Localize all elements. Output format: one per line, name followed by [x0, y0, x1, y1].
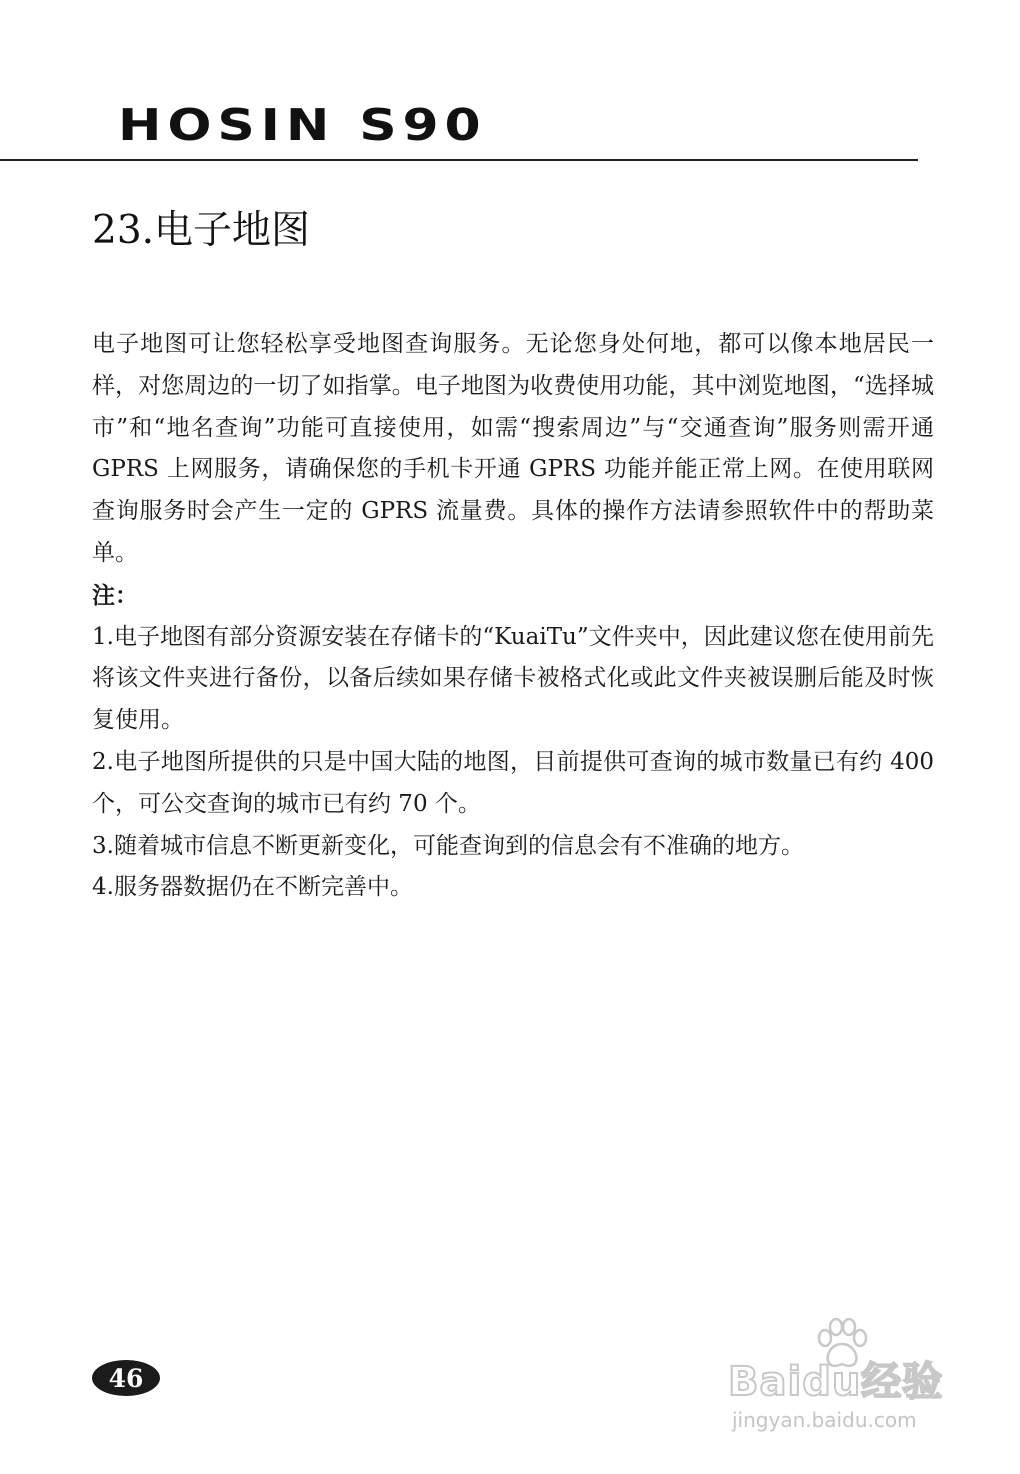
note-item-2: 2.电子地图所提供的只是中国大陆的地图，目前提供可查询的城市数量已有约 400 个，可公交查询的城市已有约 70 个。 [92, 748, 934, 817]
document-body [92, 324, 934, 909]
intro-paragraph: 电子地图可让您轻松享受地图查询服务。无论您身处何地，都可以像本地居民一样，对您周边的一切了如指掌。电子地图为收费使用功能，其中浏览地图，“选择城市”和“地名查询”功能可直接使用，如需“搜索周边”与“交通查询”服务则需开通 GPRS 上网服务，请确保您的手机卡开通 GPRS 功能并能正常上网。在使用联网查询服务时会产生一定的 GPRS 流量费。具体的操作方法请参照软件中的帮助菜单。 [92, 331, 934, 566]
watermark-url: jingyan.baidu.com [732, 1408, 917, 1432]
note-item-1: 1.电子地图有部分资源安装在存储卡的“KuaiTu”文件夹中，因此建议您在使用前先将该文件夹进行备份，以备后续如果存储卡被格式化或此文件夹被误删后能及时恢复使用。 [92, 623, 934, 734]
baidu-watermark [728, 1318, 968, 1438]
watermark-logo-text: Baidu经验 [728, 1359, 944, 1405]
note-label: 注： [92, 581, 138, 609]
note-item-4: 4.服务器数据仍在不断完善中。 [92, 874, 413, 901]
header-divider [0, 159, 918, 161]
section-title: 23.电子地图 [92, 208, 311, 253]
page-number: 46 [108, 1363, 144, 1393]
note-item-3: 3.随着城市信息不断更新变化，可能查询到的信息会有不准确的地方。 [92, 832, 804, 859]
page-number-badge [92, 1360, 160, 1396]
brand-logo: HOSIN S90 [118, 100, 487, 151]
